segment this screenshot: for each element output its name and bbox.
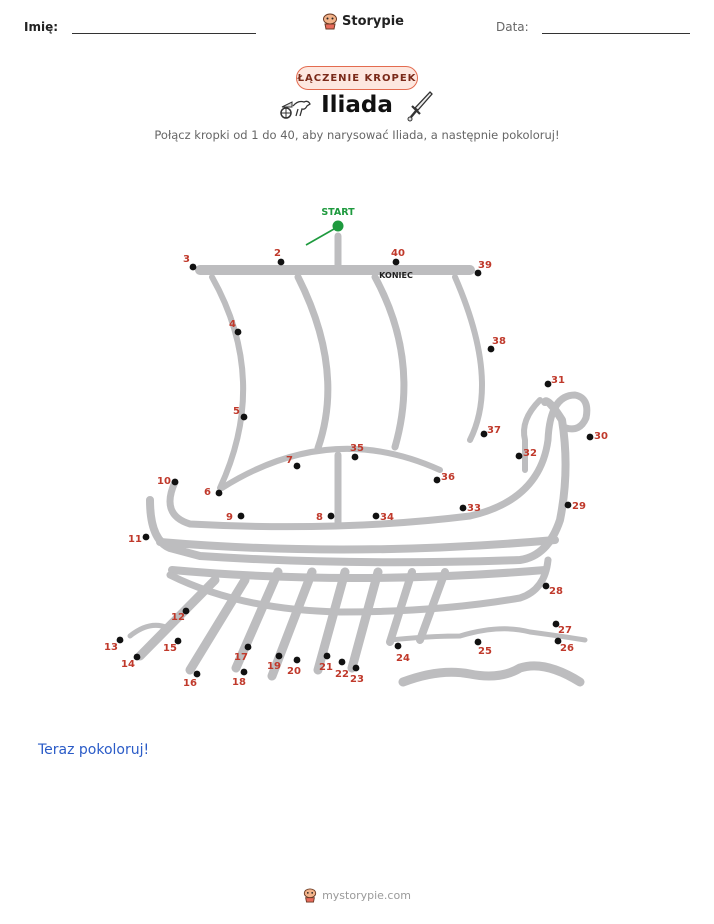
dot-24[interactable]: [395, 643, 402, 650]
numbered-dots: [104, 248, 608, 689]
dot-label-28: 28: [549, 586, 563, 597]
activity-title: Iliada: [321, 92, 393, 118]
dot-label-7: 7: [286, 455, 293, 466]
dot-label-33: 33: [467, 503, 481, 514]
footer-site[interactable]: mystorypie.com: [322, 888, 411, 902]
dot-23[interactable]: [353, 665, 360, 672]
dot-label-40: 40: [391, 248, 405, 259]
dot-label-5: 5: [233, 406, 240, 417]
dot-label-3: 3: [183, 254, 190, 265]
dot-label-12: 12: [171, 612, 185, 623]
footer-pie-icon: [303, 887, 317, 903]
dot-label-20: 20: [287, 666, 301, 677]
dot-11[interactable]: [143, 534, 150, 541]
dot-label-17: 17: [234, 652, 248, 663]
dot-label-26: 26: [560, 643, 574, 654]
dot-40[interactable]: [393, 259, 400, 266]
dot-label-9: 9: [226, 512, 233, 523]
dot-17[interactable]: [245, 644, 252, 651]
dot-label-11: 11: [128, 534, 142, 545]
dot-label-10: 10: [157, 476, 171, 487]
dot-6[interactable]: [216, 490, 223, 497]
dot-3[interactable]: [190, 264, 197, 271]
dot-label-2: 2: [274, 248, 281, 259]
dot-9[interactable]: [238, 513, 245, 520]
dot-5[interactable]: [241, 414, 248, 421]
dot-label-29: 29: [572, 501, 586, 512]
dot-label-39: 39: [478, 260, 492, 271]
dot-36[interactable]: [434, 477, 441, 484]
dot-30[interactable]: [587, 434, 594, 441]
dot-label-30: 30: [594, 431, 608, 442]
dot-label-31: 31: [551, 375, 565, 386]
dot-label-4: 4: [229, 319, 236, 330]
dot-label-38: 38: [492, 336, 506, 347]
dot-label-22: 22: [335, 669, 349, 680]
dot-label-15: 15: [163, 643, 177, 654]
dot-label-16: 16: [183, 678, 197, 689]
dot-16[interactable]: [194, 671, 201, 678]
dot-20[interactable]: [294, 657, 301, 664]
dot-label-19: 19: [267, 661, 281, 672]
dot-21[interactable]: [324, 653, 331, 660]
name-label: Imię:: [24, 20, 59, 34]
dot-label-32: 32: [523, 448, 537, 459]
dot-label-24: 24: [396, 653, 410, 664]
dot-label-13: 13: [104, 642, 118, 653]
dot-label-27: 27: [558, 625, 572, 636]
dot-19[interactable]: [276, 653, 283, 660]
dot-label-35: 35: [350, 443, 364, 454]
dot-10[interactable]: [172, 479, 179, 486]
end-label: KONIEC: [379, 271, 413, 280]
start-arrow: [306, 229, 334, 245]
dot-label-14: 14: [121, 659, 135, 670]
instruction-text: Połącz kropki od 1 do 40, aby narysować Iliada, a następnie pokoloruj!: [154, 128, 560, 142]
brand-name: Storypie: [342, 13, 404, 29]
dot-22[interactable]: [339, 659, 346, 666]
dot-label-18: 18: [232, 677, 246, 688]
dot-29[interactable]: [565, 502, 572, 509]
dot-25[interactable]: [475, 639, 482, 646]
dot-label-21: 21: [319, 662, 333, 673]
dot-label-34: 34: [380, 512, 394, 523]
date-label: Data:: [496, 20, 529, 34]
dot-8[interactable]: [328, 513, 335, 520]
start-label: START: [321, 207, 355, 218]
dot-32[interactable]: [516, 453, 523, 460]
dot-label-8: 8: [316, 512, 323, 523]
dot-35[interactable]: [352, 454, 359, 461]
dot-7[interactable]: [294, 463, 301, 470]
dot-label-36: 36: [441, 472, 455, 483]
dot-34[interactable]: [373, 513, 380, 520]
activity-badge-text: ŁĄCZENIE KROPEK: [297, 72, 417, 84]
footer: [0, 887, 714, 903]
dot-33[interactable]: [460, 505, 467, 512]
dot-label-23: 23: [350, 674, 364, 685]
start-dot[interactable]: [333, 221, 344, 232]
color-prompt: Teraz pokoloruj!: [38, 742, 150, 758]
dot-18[interactable]: [241, 669, 248, 676]
dot-label-6: 6: [204, 487, 211, 498]
dot-2[interactable]: [278, 259, 285, 266]
dot-label-25: 25: [478, 646, 492, 657]
dot-label-37: 37: [487, 425, 501, 436]
